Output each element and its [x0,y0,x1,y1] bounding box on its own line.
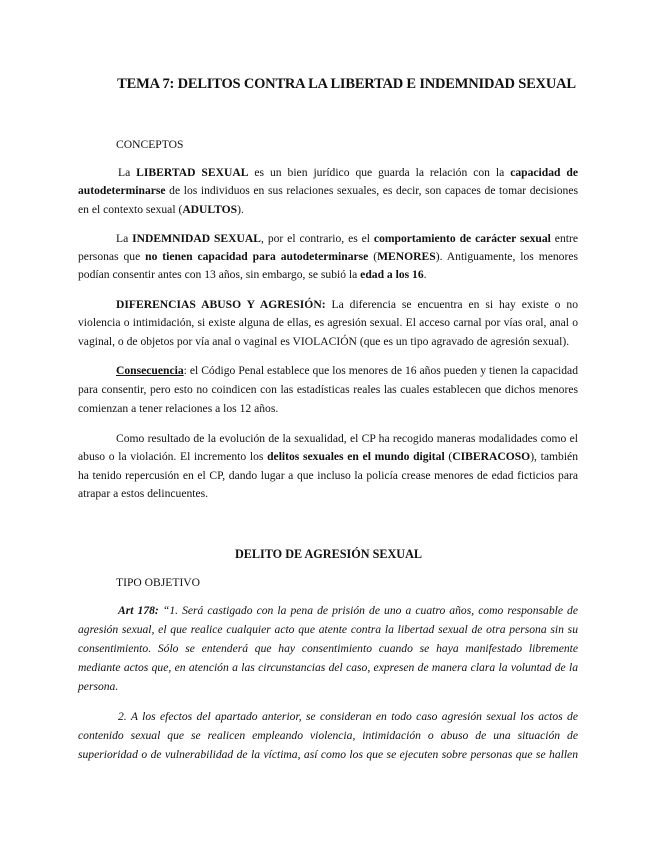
paragraph-libertad-line-1 [78,166,578,180]
term-libertad-sexual: LIBERTAD SEXUAL [136,166,249,179]
text-run: ( [444,450,453,463]
paragraph-resultado-line-4: atrapar a estos delincuentes. [78,487,209,500]
term-ciberacoso: CIBERACOSO [452,450,531,463]
text-run: , por el contrario, es el [261,232,374,245]
term-autodeterminarse: autodeterminarse [78,184,166,197]
text-run: contenido sexual que se realicen empleando violencia, intimidación o abuso de una situación de [78,729,578,742]
paragraph-libertad-line-2 [78,184,578,198]
term-delitos-digital: delitos sexuales en el mundo digital [267,450,445,463]
paragraph-libertad-line-3 [78,203,578,217]
article-label: Art 178: [118,604,159,617]
paragraph-resultado-line-2 [78,450,578,464]
text-run: 2. A los efectos del apartado anterior, se consideran en todo caso agresión sexual los actos de [118,710,578,723]
heading-conceptos: CONCEPTOS [116,138,184,151]
text-run: persona. [78,680,119,693]
text-run: “1. Será castigado con la pena de prisión de uno a cuatro años, como responsable de [158,604,578,617]
section-heading: DELITO DE AGRESIÓN SEXUAL [234,547,423,561]
paragraph-resultado-line-1: Como resultado de la evolución de la sexualidad, el CP ha recogido maneras modalidades como el [116,432,578,445]
text-run: es un bien jurídico que guarda la relación con la [248,166,511,179]
article-178-2-line-1 [78,710,578,724]
article-178-line-5 [78,680,578,694]
text-run: La [116,232,133,245]
article-178-2-line-3 [78,748,578,762]
term-adultos: ADULTOS [182,203,238,216]
page-title: TEMA 7: DELITOS CONTRA LA LIBERTAD E INDEMNIDAD SEXUAL [117,76,576,92]
article-178-2-line-2 [78,729,578,743]
text-run: en el contexto sexual ( [78,203,183,216]
text-run: ), también [530,450,578,463]
text-run: . [423,268,427,281]
text-run: podían consentir antes con 13 años, sin embargo, se subió la [78,268,361,281]
term-diferencias: DIFERENCIAS ABUSO Y AGRESIÓN: [116,298,326,311]
heading-tipo-objetivo: TIPO OBJETIVO [116,576,201,589]
text-run: entre [550,232,578,245]
term-no-capacidad: no tienen capacidad para autodeterminarse [145,250,369,263]
text-run: personas que [78,250,146,263]
paragraph-indemnidad-line-2 [78,250,578,264]
term-edad-16: edad a los 16 [360,268,424,281]
text-run: abuso o la violación. El incremento los [78,450,268,463]
text-run: La [118,166,137,179]
text-run: agresión sexual, el que realice cualquier acto que atente contra la libertad sexual de otra persona sin su [78,623,578,636]
paragraph-consecuencia-line-3: comienzan a tener relaciones a los 12 años. [78,402,279,415]
text-run: : el Código Penal establece que los menores de 16 años pueden y tienen la capacidad [183,364,578,377]
paragraph-indemnidad-line-1 [78,232,578,246]
paragraph-resultado-line-3: ha tenido repercusión en el CP, dando lugar a que incluso la policía crease menores de edad ficticios para [78,469,578,482]
paragraph-diferencias-line-3: vaginal, o de objetos por vía anal o vaginal es VIOLACIÓN (que es un tipo agravado de agresión sexual). [78,335,570,348]
text-run: mediante actos que, en atención a las circunstancias del caso, expresen de manera clara la voluntad de la [78,661,578,674]
term-indemnidad-sexual: INDEMNIDAD SEXUAL [132,232,262,245]
paragraph-diferencias-line-2: violencia o intimidación, si existe alguna de ellas, es agresión sexual. El acceso carnal por vías oral, anal o [78,316,578,329]
term-menores: MENORES [377,250,436,263]
article-178-line-2 [78,623,578,637]
paragraph-indemnidad-line-3 [78,268,578,282]
text-run: consentimiento. Sólo se entenderá que hay consentimiento cuando se haya manifestado libremente [78,642,578,655]
article-178-line-4 [78,661,578,675]
text-run: La diferencia se encuentra en si hay existe o no [325,298,578,311]
paragraph-consecuencia-line-1 [78,364,578,378]
text-run: ). Antiguamente, los menores [435,250,578,263]
article-178-line-3 [78,642,578,656]
paragraph-consecuencia-line-2: para consentir, pero esto no coindicen con las estadísticas reales las cuales establecen que dichos menores [78,383,578,396]
term-comportamiento: comportamiento de carácter sexual [373,232,551,245]
text-run: de los individuos en sus relaciones sexuales, es decir, son capaces de tomar decisiones [165,184,578,197]
text-run: ). [237,203,244,216]
term-consecuencia: Consecuencia [116,364,184,377]
term-capacidad: capacidad de [510,166,578,179]
paragraph-diferencias-line-1 [78,298,578,312]
text-run: superioridad o de vulnerabilidad de la víctima, así como los que se ejecuten sobre personas que se hallen [78,748,578,761]
text-run: ( [368,250,378,263]
article-178-line-1 [78,604,578,618]
